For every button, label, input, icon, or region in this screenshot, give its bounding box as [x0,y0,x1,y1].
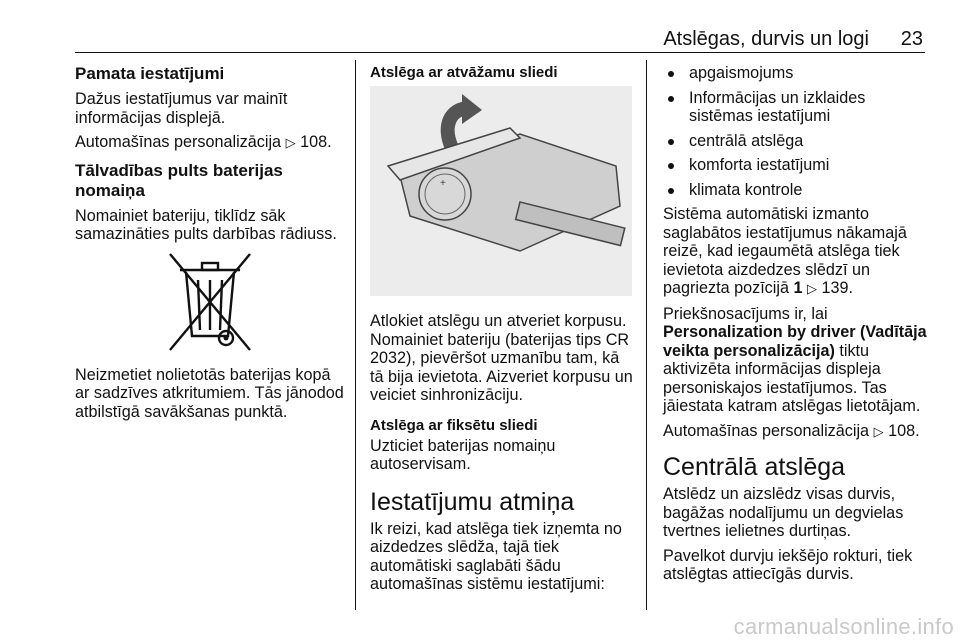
ref-text: Automašīnas personalizācija [663,421,870,440]
prereq-lead: Priekšnosacījums ir, lai [663,304,828,323]
text-auto-apply-body: Sistēma automātiski izmanto saglabātos iestatījumus nākamajā reizē, kad iegaumētā atslēga tiek ievietota aizdedzes slēdzī un pagriezta pozīcijā [663,205,907,297]
saved-settings-list [663,64,933,199]
column-3 [663,64,933,590]
text-auto-apply [663,205,933,299]
crossed-bin-figure [75,250,345,354]
heading-memory-settings: Iestatījumu atmiņa [370,487,575,516]
page-header [75,28,925,50]
text-battery: Nomainiet bateriju, tiklīdz sāk samazināties pults darbības rādiuss. [75,206,337,243]
key-battery-illustration-icon [370,86,632,296]
column-divider-1 [355,60,356,610]
text-prerequisite [663,305,933,416]
header-rule [75,52,925,53]
list-item: komforta iestatījumi [663,156,933,175]
list-item: apgaismojums [663,64,933,83]
crossed-out-bin-icon [162,250,258,354]
ignition-position: 1 [793,279,803,297]
heading-battery-replacement: Tālvadības pults baterijas nomaiņa [75,160,283,200]
list-item: centrālā atslēga [663,132,933,151]
text-central-1: Atslēdz un aizslēdz visas durvis, bagāžas nodalījumu un degvielas tvertnes ielietnes durtiņas. [663,485,904,540]
key-battery-figure [370,86,632,296]
page-ref-icon: ▷ [873,423,884,439]
ref-page: 108. [300,133,332,151]
heading-fixed-key: Atslēga ar fiksētu sliedi [370,416,538,434]
column-2 [370,64,635,600]
column-divider-2 [646,60,647,610]
watermark: carmanualsonline.info [733,614,954,639]
cross-reference-1[interactable] [75,133,345,153]
list-item: Informācijas un izklaides sistēmas iestatījumi [663,89,933,126]
list-item: klimata kontrole [663,181,933,200]
heading-basic-settings: Pamata iestatījumi [75,64,225,83]
ref-page: 108. [888,421,920,440]
svg-text:+: + [440,178,446,189]
menu-setting-name: Personalization by driver (Vadītāja veikta personalizācija) [663,323,927,360]
cross-reference-2[interactable] [663,422,933,442]
heading-central-locking: Centrālā atslēga [663,453,846,481]
column-1 [75,64,345,427]
text-central-2: Pavelkot durvju iekšējo rokturi, tiek atslēgtas attiecīgās durvis. [663,546,913,583]
page-ref-icon: ▷ [807,281,817,296]
ref-text: Automašīnas personalizācija [75,133,282,151]
ref-page[interactable]: 139. [821,279,854,297]
text-fixed-key: Uzticiet baterijas nomaiņu autoservisam. [370,436,556,473]
text-memory: Ik reizi, kad atslēga tiek izņemta no aizdedzes slēdža, tajā tiek automātiski saglabāti šādu automašīnas sistēmu iestatījumi: [370,519,622,593]
text-disposal: Neizmetiet nolietotās baterijas kopā ar sadzīves atkritumiem. Tās jānodod atbilstīgā savākšanas punktā. [75,365,344,421]
page-ref-icon: ▷ [285,135,296,150]
prereq-rest: tiktu aktivizēta informācijas displeja personiskajos iestatījumos. Tas jāiestata katram atslēgas lietotājam. [663,341,921,415]
text-fold-key: Atlokiet atslēgu un atveriet korpusu. Nomainiet bateriju (baterijas tips CR 2032), pievēršot uzmanību tam, kā tā bija ievietota. Aizveriet korpusu un veiciet sinhronizāciju. [370,312,633,404]
chapter-title: Atslēgas, durvis un logi [663,28,869,50]
page-number: 23 [900,28,923,50]
heading-fold-key: Atslēga ar atvāžamu sliedi [370,64,558,81]
text-settings: Dažus iestatījumus var mainīt informācijas displejā. [75,90,288,127]
